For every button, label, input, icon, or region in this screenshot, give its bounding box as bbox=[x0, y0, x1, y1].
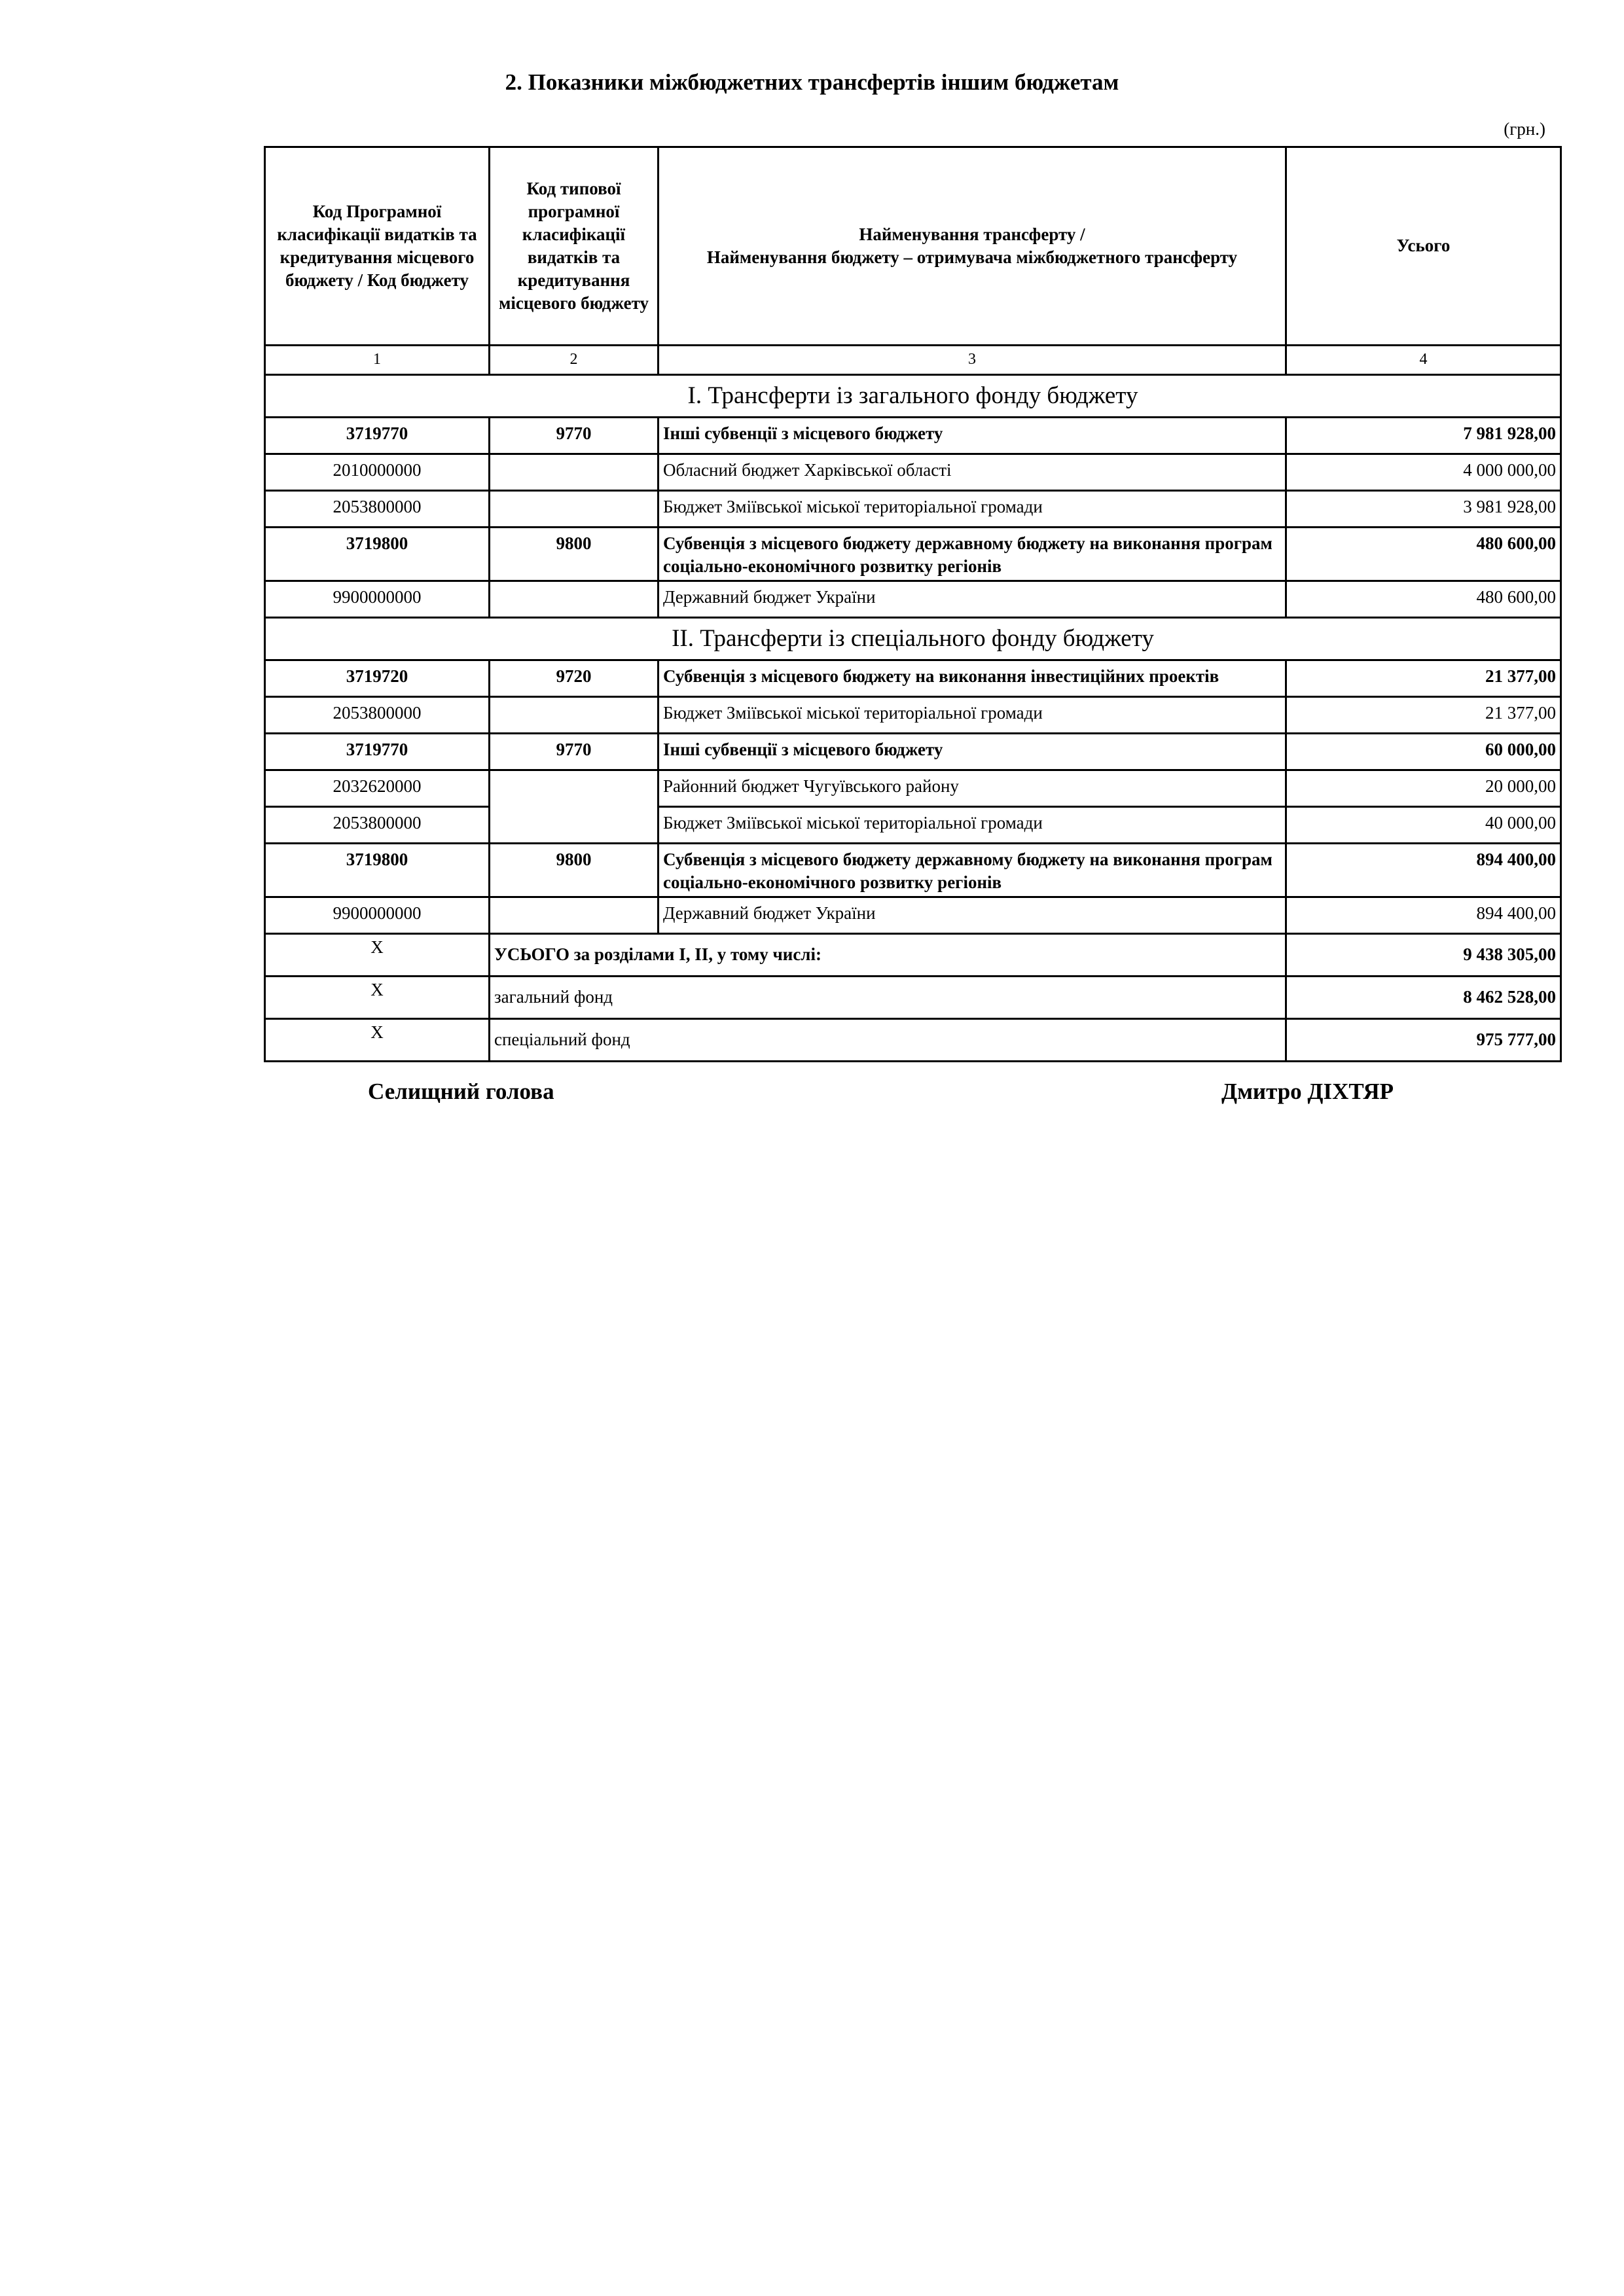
transfer-total: 894 400,00 bbox=[1286, 844, 1561, 897]
table-row bbox=[265, 807, 1561, 844]
header-transfer-name-line1: Найменування трансферту / bbox=[859, 224, 1085, 244]
transfer-name: Субвенція з місцевого бюджету державному бюджету на виконання програм соціально-економічного розвитку регіонів bbox=[659, 528, 1286, 581]
transfer-name: Субвенція з місцевого бюджету на виконання інвестиційних проектів bbox=[659, 660, 1286, 697]
transfer-total: 480 600,00 bbox=[1286, 528, 1561, 581]
type-code bbox=[490, 581, 659, 618]
budget-name: Обласний бюджет Харківської області bbox=[659, 454, 1286, 491]
budget-name: Районний бюджет Чугуївського району bbox=[659, 770, 1286, 807]
program-code: 3719770 bbox=[265, 418, 490, 454]
transfer-total: 7 981 928,00 bbox=[1286, 418, 1561, 454]
budget-code: 2053800000 bbox=[265, 807, 490, 844]
transfer-total: 40 000,00 bbox=[1286, 807, 1561, 844]
general-fund-value: 8 462 528,00 bbox=[1286, 977, 1561, 1019]
header-program-code: Код Програмної класифікації видатків та кредитування місцевого бюджету / Код бюджету bbox=[265, 147, 490, 346]
program-code: 3719800 bbox=[265, 528, 490, 581]
table-row bbox=[265, 770, 1561, 807]
signatory-position: Селищний голова bbox=[368, 1079, 554, 1104]
budget-name: Державний бюджет України bbox=[659, 581, 1286, 618]
table-row bbox=[265, 734, 1561, 770]
column-number: 4 bbox=[1286, 346, 1561, 375]
section-row-general-fund bbox=[265, 375, 1561, 418]
column-number: 2 bbox=[490, 346, 659, 375]
column-number: 1 bbox=[265, 346, 490, 375]
general-fund-total-row bbox=[265, 977, 1561, 1019]
x-mark: Х bbox=[265, 1019, 490, 1062]
transfer-total: 21 377,00 bbox=[1286, 697, 1561, 734]
grand-total-value: 9 438 305,00 bbox=[1286, 934, 1561, 977]
transfer-name: Інші субвенції з місцевого бюджету bbox=[659, 418, 1286, 454]
type-code: 9800 bbox=[490, 844, 659, 897]
transfer-total: 20 000,00 bbox=[1286, 770, 1561, 807]
transfers-table bbox=[264, 146, 1562, 1062]
budget-code: 2053800000 bbox=[265, 697, 490, 734]
type-code bbox=[490, 697, 659, 734]
budget-code: 2053800000 bbox=[265, 491, 490, 528]
header-total: Усього bbox=[1286, 147, 1561, 346]
budget-name: Бюджет Зміївської міської територіальної громади bbox=[659, 697, 1286, 734]
transfer-total: 894 400,00 bbox=[1286, 897, 1561, 934]
type-code: 9770 bbox=[490, 734, 659, 770]
table-row bbox=[265, 418, 1561, 454]
table-row bbox=[265, 697, 1561, 734]
general-fund-label: загальний фонд bbox=[490, 977, 1286, 1019]
document-title: 2. Показники міжбюджетних трансфертів іншим бюджетам bbox=[505, 69, 1119, 95]
x-mark: Х bbox=[265, 934, 490, 977]
transfer-total: 60 000,00 bbox=[1286, 734, 1561, 770]
budget-code: 9900000000 bbox=[265, 897, 490, 934]
section-title: II. Трансферти із спеціального фонду бюджету bbox=[265, 618, 1561, 660]
currency-unit: (грн.) bbox=[1504, 119, 1545, 139]
special-fund-value: 975 777,00 bbox=[1286, 1019, 1561, 1062]
header-transfer-name-line2: Найменування бюджету – отримувача міжбюджетного трансферту bbox=[706, 247, 1238, 267]
transfer-total: 4 000 000,00 bbox=[1286, 454, 1561, 491]
special-fund-label: спеціальний фонд bbox=[490, 1019, 1286, 1062]
signatory-name: Дмитро ДІХТЯР bbox=[1221, 1079, 1394, 1104]
header-type-code: Код типової програмної класифікації видатків та кредитування місцевого бюджету bbox=[490, 147, 659, 346]
transfer-name: Субвенція з місцевого бюджету державному бюджету на виконання програм соціально-економічного розвитку регіонів bbox=[659, 844, 1286, 897]
table-row bbox=[265, 660, 1561, 697]
table-row bbox=[265, 897, 1561, 934]
grand-total-label: УСЬОГО за розділами I, II, у тому числі: bbox=[490, 934, 1286, 977]
budget-code: 2010000000 bbox=[265, 454, 490, 491]
budget-name: Бюджет Зміївської міської територіальної громади bbox=[659, 491, 1286, 528]
program-code: 3719720 bbox=[265, 660, 490, 697]
x-mark: Х bbox=[265, 977, 490, 1019]
budget-name: Бюджет Зміївської міської територіальної громади bbox=[659, 807, 1286, 844]
table-row bbox=[265, 528, 1561, 581]
transfer-total: 21 377,00 bbox=[1286, 660, 1561, 697]
budget-name: Державний бюджет України bbox=[659, 897, 1286, 934]
transfer-name: Інші субвенції з місцевого бюджету bbox=[659, 734, 1286, 770]
type-code: 9800 bbox=[490, 528, 659, 581]
transfer-total: 3 981 928,00 bbox=[1286, 491, 1561, 528]
table-row bbox=[265, 844, 1561, 897]
type-code: 9720 bbox=[490, 660, 659, 697]
type-code: 9770 bbox=[490, 418, 659, 454]
type-code bbox=[490, 454, 659, 491]
type-code bbox=[490, 491, 659, 528]
section-row-special-fund bbox=[265, 618, 1561, 660]
type-code-merged bbox=[490, 770, 659, 844]
program-code: 3719770 bbox=[265, 734, 490, 770]
table-header-row bbox=[265, 147, 1561, 346]
column-number: 3 bbox=[659, 346, 1286, 375]
section-title: I. Трансферти із загального фонду бюджету bbox=[265, 375, 1561, 418]
table-row bbox=[265, 454, 1561, 491]
program-code: 3719800 bbox=[265, 844, 490, 897]
grand-total-row bbox=[265, 934, 1561, 977]
type-code bbox=[490, 897, 659, 934]
budget-code: 2032620000 bbox=[265, 770, 490, 807]
table-row bbox=[265, 491, 1561, 528]
special-fund-total-row bbox=[265, 1019, 1561, 1062]
header-transfer-name bbox=[659, 147, 1286, 346]
column-numbers-row bbox=[265, 346, 1561, 375]
budget-code: 9900000000 bbox=[265, 581, 490, 618]
table-row bbox=[265, 581, 1561, 618]
transfer-total: 480 600,00 bbox=[1286, 581, 1561, 618]
